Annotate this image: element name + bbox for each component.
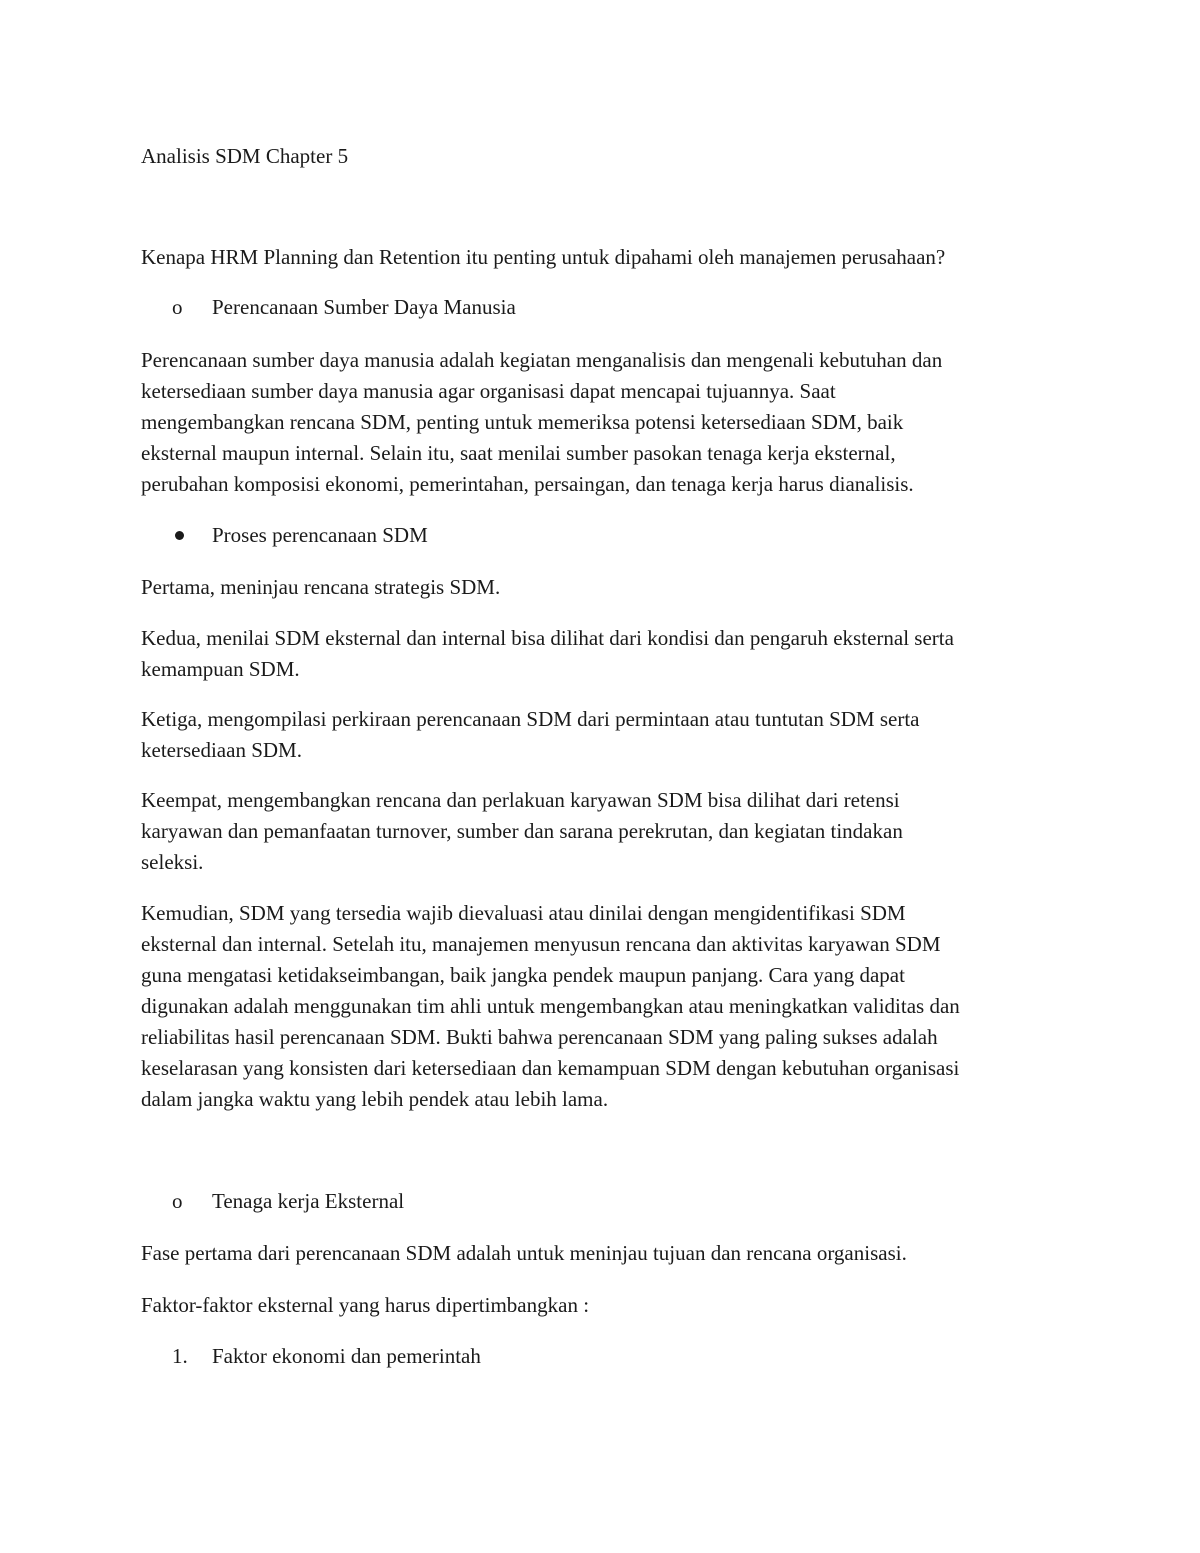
section3-heading-item [172,1186,1052,1217]
list-item-text: Faktor ekonomi dan pemerintah [212,1344,481,1368]
paragraph-line: eksternal dan internal. Setelah itu, manajemen menyusun rencana dan aktivitas karyawan SDM [141,932,941,956]
paragraph-line: Ketiga, mengompilasi perkiraan perencanaan SDM dari permintaan atau tuntutan SDM serta [141,707,920,731]
paragraph-line: ketersediaan sumber daya manusia agar organisasi dapat mencapai tujuannya. Saat [141,379,836,403]
paragraph-line: ketersediaan SDM. [141,738,302,762]
section3-paragraph-1: Fase pertama dari perencanaan SDM adalah untuk meninjau tujuan dan rencana organisasi. [141,1241,907,1265]
step-paragraph-5 [141,898,1071,1115]
step-paragraph-3 [141,704,1071,766]
section1-heading-item [172,292,1052,323]
section3-paragraph-2: Faktor-faktor eksternal yang harus dipertimbangkan : [141,1293,590,1317]
paragraph-line: guna mengatasi ketidakseimbangan, baik jangka pendek maupun panjang. Cara yang dapat [141,963,905,987]
bullet-dot-icon [175,531,184,540]
paragraph-line: Kedua, menilai SDM eksternal dan internal bisa dilihat dari kondisi dan pengaruh eksternal serta [141,626,954,650]
paragraph-line: reliabilitas hasil perencanaan SDM. Bukti bahwa perencanaan SDM yang paling sukses adalah [141,1025,938,1049]
paragraph-line: digunakan adalah menggunakan tim ahli untuk mengembangkan atau meningkatkan validitas dan [141,994,960,1018]
paragraph-line: Keempat, mengembangkan rencana dan perlakuan karyawan SDM bisa dilihat dari retensi [141,788,900,812]
question-line: Kenapa HRM Planning dan Retention itu penting untuk dipahami oleh manajemen perusahaan? [141,245,946,269]
circle-bullet-marker: o [172,1189,183,1213]
list-number: 1. [172,1344,188,1368]
step-paragraph-2 [141,623,1071,685]
circle-bullet-marker: o [172,295,183,319]
paragraph-line: karyawan dan pemanfaatan turnover, sumber dan sarana perekrutan, dan kegiatan tindakan [141,819,903,843]
section2-heading-item [172,520,1052,551]
paragraph-line: perubahan komposisi ekonomi, pemerintahan, persaingan, dan tenaga kerja harus dianalisis. [141,472,914,496]
document-title: Analisis SDM Chapter 5 [141,144,349,168]
section3-heading: Tenaga kerja Eksternal [212,1189,405,1213]
paragraph-line: Pertama, meninjau rencana strategis SDM. [141,575,501,599]
step-paragraph-4 [141,785,1071,878]
paragraph-line: dalam jangka waktu yang lebih pendek atau lebih lama. [141,1087,609,1111]
paragraph-line: mengembangkan rencana SDM, penting untuk memeriksa potensi ketersediaan SDM, baik [141,410,904,434]
numbered-list-item [172,1341,1052,1372]
section1-paragraph [141,345,1071,500]
section1-heading: Perencanaan Sumber Daya Manusia [212,295,516,319]
paragraph-line: Perencanaan sumber daya manusia adalah kegiatan menganalisis dan mengenali kebutuhan dan [141,348,943,372]
step-paragraph-1 [141,572,1071,603]
paragraph-line: eksternal maupun internal. Selain itu, saat menilai sumber pasokan tenaga kerja eksternal, [141,441,896,465]
section2-heading: Proses perencanaan SDM [212,523,428,547]
paragraph-line: keselarasan yang konsisten dari ketersediaan dan kemampuan SDM dengan kebutuhan organisasi [141,1056,960,1080]
paragraph-line: Kemudian, SDM yang tersedia wajib dievaluasi atau dinilai dengan mengidentifikasi SDM [141,901,906,925]
paragraph-line: kemampuan SDM. [141,657,300,681]
paragraph-line: seleksi. [141,850,204,874]
